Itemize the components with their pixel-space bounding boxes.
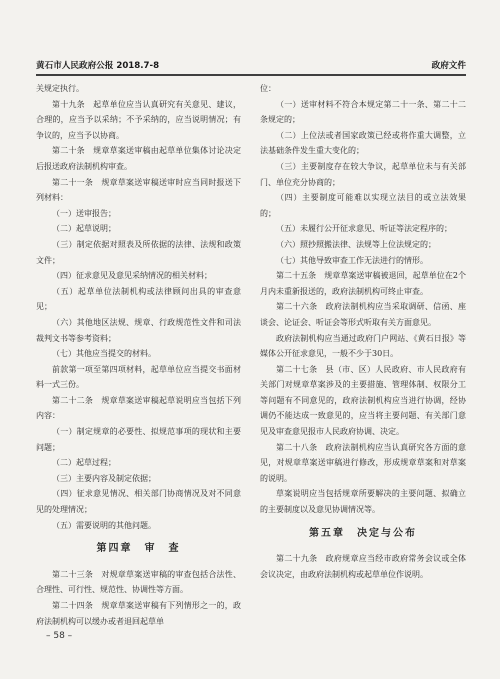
paragraph: （二）起草过程；	[52, 458, 116, 468]
paragraph: 位：	[260, 84, 276, 93]
paragraph: 关规定执行。	[36, 84, 84, 93]
paragraph: 草案说明应当包括规章所要解决的主要问题、拟确立的主要制度以及意见协调情况等。	[260, 489, 466, 515]
right-column	[260, 81, 466, 582]
paragraph: （七）其他导致审查工作无法进行的情形。	[276, 255, 428, 265]
paragraph: 第十九条 起草单位应当认真研究有关意见、建议，合理的，应当予以采纳；不予采纳的，应当说明情况；有争议的，应当予以协商。	[36, 99, 241, 140]
paragraph: （六）其他地区法规、规章、行政规范性文件和司法裁判文书等参考资料；	[36, 317, 241, 343]
chapter-heading: 第五章 决定与公布	[309, 527, 417, 539]
paragraph: （四）主要制度可能难以实现立法目的或立法效果的；	[260, 193, 466, 218]
page-number: – 58 –	[46, 631, 73, 641]
chapter-heading: 第四章 审 查	[96, 543, 181, 555]
paragraph: （一）送审材料不符合本规定第二十一条、第二十二条规定的；	[260, 99, 466, 125]
paragraph: （二）起草说明；	[52, 224, 116, 234]
paragraph: （三）主要制度存在较大争议，起草单位未与有关部门、单位充分协商的；	[260, 161, 466, 187]
paragraph: 第二十七条 县（市、区）人民政府、市人民政府有关部门对规章草案涉及的主要措施、管理体制、权限分工等问题有不同意见的，政府法制机构应当进行协调，经协调仍不能达成一致意见的，应当将主要问题、有关部门意见及审查意见报市人民政府协调、决定。	[260, 364, 466, 437]
paragraph: 第二十八条 政府法制机构应当认真研究各方面的意见，对规章草案送审稿进行修改，形成规章草案和对草案的说明。	[260, 442, 466, 483]
paragraph: （六）照抄照搬法律、法规等上位法规定的；	[276, 239, 436, 249]
paragraph: 前款第一项至第四项材料，起草单位应当提交书面材料一式三份。	[36, 364, 241, 390]
journal-title: 黄石市人民政府公报 2018.7-8	[36, 61, 160, 71]
paragraph: （七）其他应当提交的材料。	[52, 349, 156, 359]
paragraph: （五）需要说明的其他问题。	[52, 520, 156, 530]
left-column	[36, 81, 241, 629]
paragraph: （五）起草单位法制机构或法律顾问出具的审查意见；	[36, 286, 241, 312]
paragraph: （三）主要内容及制定依据；	[52, 473, 156, 483]
paragraph: （四）征求意见情况、相关部门协商情况及对不同意见的处理情况；	[36, 489, 241, 515]
paragraph: 第二十五条 规章草案送审稿被退回，起草单位在2个月内未重新报送的，政府法制机构可终止审查。	[260, 271, 466, 296]
paragraph: （三）制定依据对照表及所依据的法律、法规和政策文件；	[36, 239, 241, 265]
section-title: 政府文件	[431, 61, 466, 71]
header-rule	[36, 74, 466, 76]
running-header	[36, 56, 466, 72]
paragraph: 第二十一条 规章草案送审稿送审时应当同时报送下列材料：	[36, 177, 241, 203]
paragraph: 第二十四条 规章草案送审稿有下列情形之一的，政府法制机构可以缓办或者退回起草单	[36, 601, 241, 626]
paragraph: （一）制定规章的必要性、拟规范事项的现状和主要问题；	[36, 427, 241, 452]
paragraph: （五）未履行公开征求意见、听证等法定程序的；	[276, 224, 452, 234]
paragraph: 第二十六条 政府法制机构应当采取调研、信函、座谈会、论证会、听证会等形式听取有关方面意见。	[260, 302, 466, 327]
paragraph: （一）送审报告；	[52, 208, 116, 218]
paragraph: 第二十二条 规章草案送审稿起草说明应当包括下列内容：	[36, 395, 241, 421]
paragraph: 第二十九条 政府规章应当经市政府常务会议或全体会议决定，由政府法制机构或起草单位作说明。	[260, 554, 466, 579]
paragraph: （二）上位法或者国家政策已经或将作重大调整，立法基础条件发生重大变化的；	[260, 130, 466, 156]
paragraph: 第二十三条 对规章草案送审稿的审查包括合法性、合理性、可行性、规范性、协调性等方面。	[36, 569, 241, 595]
paragraph: （四）征求意见及意见采纳情况的相关材料；	[52, 271, 212, 281]
paragraph: 第二十条 规章草案送审稿由起草单位集体讨论决定后报送政府法制机构审查。	[36, 146, 241, 171]
paragraph: 政府法制机构应当通过政府门户网站、《黄石日报》等媒体公开征求意见，一般不少于30日。	[260, 333, 466, 359]
